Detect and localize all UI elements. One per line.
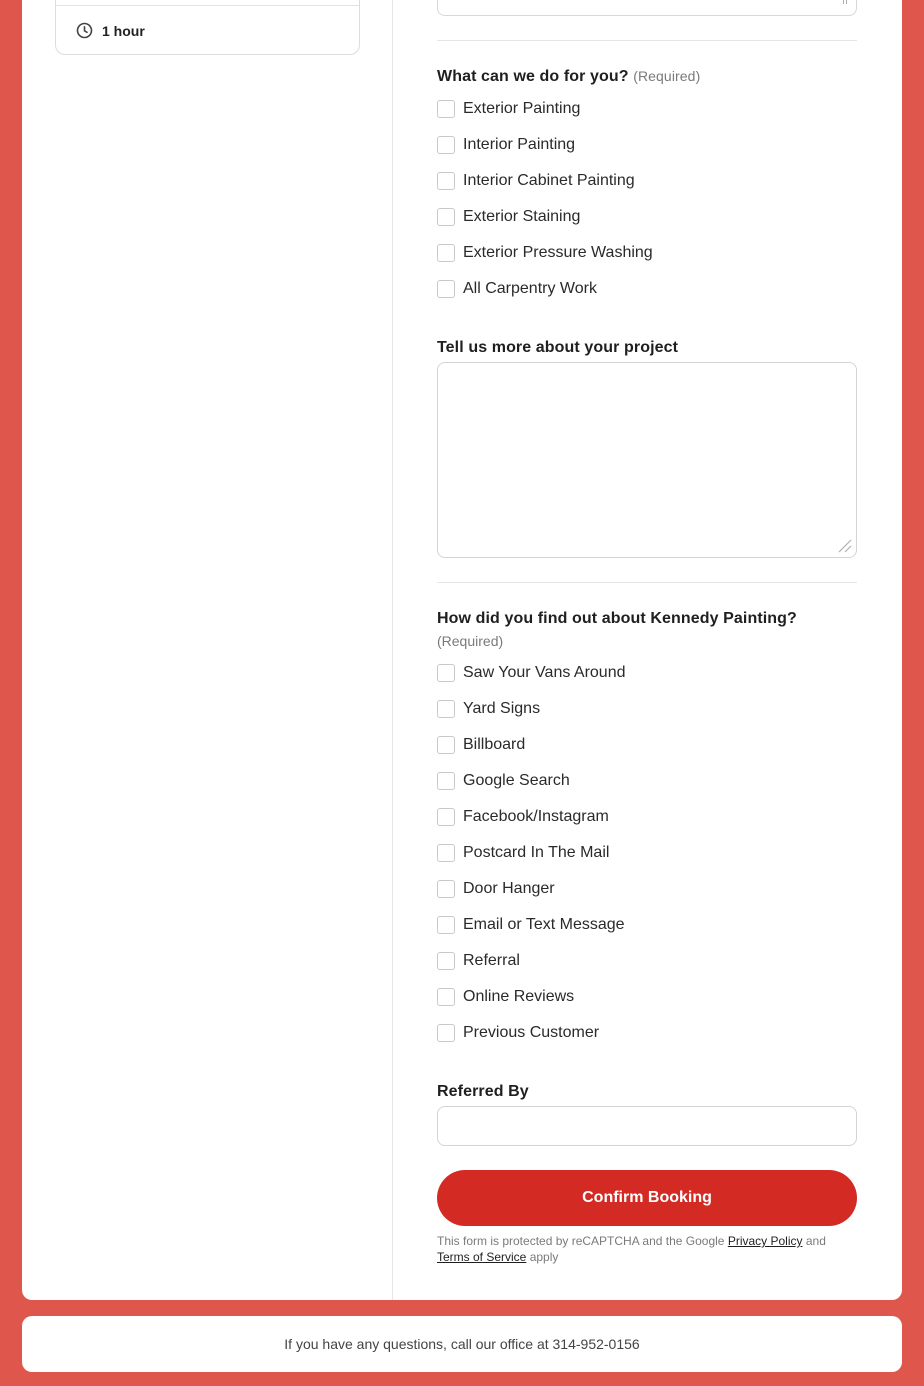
source-option-label: Billboard: [463, 736, 526, 753]
service-option-label: Interior Painting: [463, 136, 576, 153]
source-option[interactable]: [437, 771, 570, 791]
source-option-label: Yard Signs: [463, 700, 541, 717]
source-option[interactable]: [437, 807, 609, 827]
checkbox[interactable]: [437, 244, 455, 262]
previous-field[interactable]: [437, 0, 857, 16]
service-option-label: Exterior Staining: [463, 208, 581, 225]
source-option-label: Google Search: [463, 772, 570, 789]
source-option[interactable]: [437, 879, 555, 899]
clock-icon: [76, 22, 93, 39]
source-option-label: Saw Your Vans Around: [463, 664, 626, 681]
confirm-booking-button[interactable]: Confirm Booking: [437, 1170, 857, 1226]
checkbox[interactable]: [437, 100, 455, 118]
service-option[interactable]: [437, 99, 580, 119]
source-option[interactable]: [437, 1023, 599, 1043]
checkbox[interactable]: [437, 916, 455, 934]
source-option-label: Referral: [463, 952, 520, 969]
source-option-label: Online Reviews: [463, 988, 575, 1005]
source-option-label: Door Hanger: [463, 880, 555, 897]
checkbox[interactable]: [437, 772, 455, 790]
checkbox[interactable]: [437, 952, 455, 970]
checkbox[interactable]: [437, 736, 455, 754]
source-option-label: Facebook/Instagram: [463, 808, 609, 825]
checkbox[interactable]: [437, 136, 455, 154]
service-option[interactable]: [437, 135, 575, 155]
recaptcha-notice: This form is protected by reCAPTCHA and the Google Privacy Policy and Terms of Service apply: [437, 1234, 826, 1264]
terms-of-service-link[interactable]: Terms of Service: [437, 1250, 527, 1264]
checkbox[interactable]: [437, 844, 455, 862]
checkbox[interactable]: [437, 1024, 455, 1042]
service-option-label: All Carpentry Work: [463, 280, 597, 297]
source-required: (Required): [437, 633, 504, 649]
source-option[interactable]: [437, 843, 609, 863]
checkbox[interactable]: [437, 664, 455, 682]
source-option[interactable]: [437, 735, 525, 755]
service-option-label: Exterior Pressure Washing: [463, 244, 653, 261]
referred-by-label: Referred By: [437, 1083, 529, 1100]
booking-card: [22, 0, 902, 1300]
services-question: What can we do for you? (Required): [437, 68, 701, 85]
booking-details-box: [55, 0, 360, 55]
source-option[interactable]: [437, 663, 626, 683]
checkbox[interactable]: [437, 700, 455, 718]
project-label: Tell us more about your project: [437, 339, 679, 356]
source-option[interactable]: [437, 699, 540, 719]
checkbox[interactable]: [437, 172, 455, 190]
source-option-label: Previous Customer: [463, 1024, 600, 1041]
privacy-policy-link[interactable]: Privacy Policy: [727, 1234, 803, 1248]
booking-details-column: [22, 0, 393, 1300]
referred-by-input[interactable]: [437, 1106, 857, 1146]
project-textarea[interactable]: [437, 362, 857, 558]
checkbox[interactable]: [437, 280, 455, 298]
divider: [437, 40, 857, 41]
source-option-label: Postcard In The Mail: [463, 844, 610, 861]
checkbox[interactable]: [437, 208, 455, 226]
duration-text: 1 hour: [102, 22, 145, 39]
service-option[interactable]: [437, 171, 635, 191]
source-option[interactable]: [437, 915, 625, 935]
service-option[interactable]: [437, 243, 653, 263]
resize-handle-icon[interactable]: [831, 532, 853, 554]
service-option-label: Exterior Painting: [463, 100, 581, 117]
source-option[interactable]: [437, 951, 520, 971]
source-question: How did you find out about Kennedy Painting?: [437, 610, 797, 627]
checkbox[interactable]: [437, 808, 455, 826]
source-option[interactable]: [437, 987, 574, 1007]
contact-footer: If you have any questions, call our office at 314-952-0156: [22, 1316, 902, 1372]
checkbox[interactable]: [437, 988, 455, 1006]
service-option[interactable]: [437, 207, 580, 227]
service-option-label: Interior Cabinet Painting: [463, 172, 635, 189]
checkbox[interactable]: [437, 880, 455, 898]
service-option[interactable]: [437, 279, 597, 299]
duration-row: [56, 5, 359, 55]
source-option-label: Email or Text Message: [463, 916, 625, 933]
divider: [437, 582, 857, 583]
